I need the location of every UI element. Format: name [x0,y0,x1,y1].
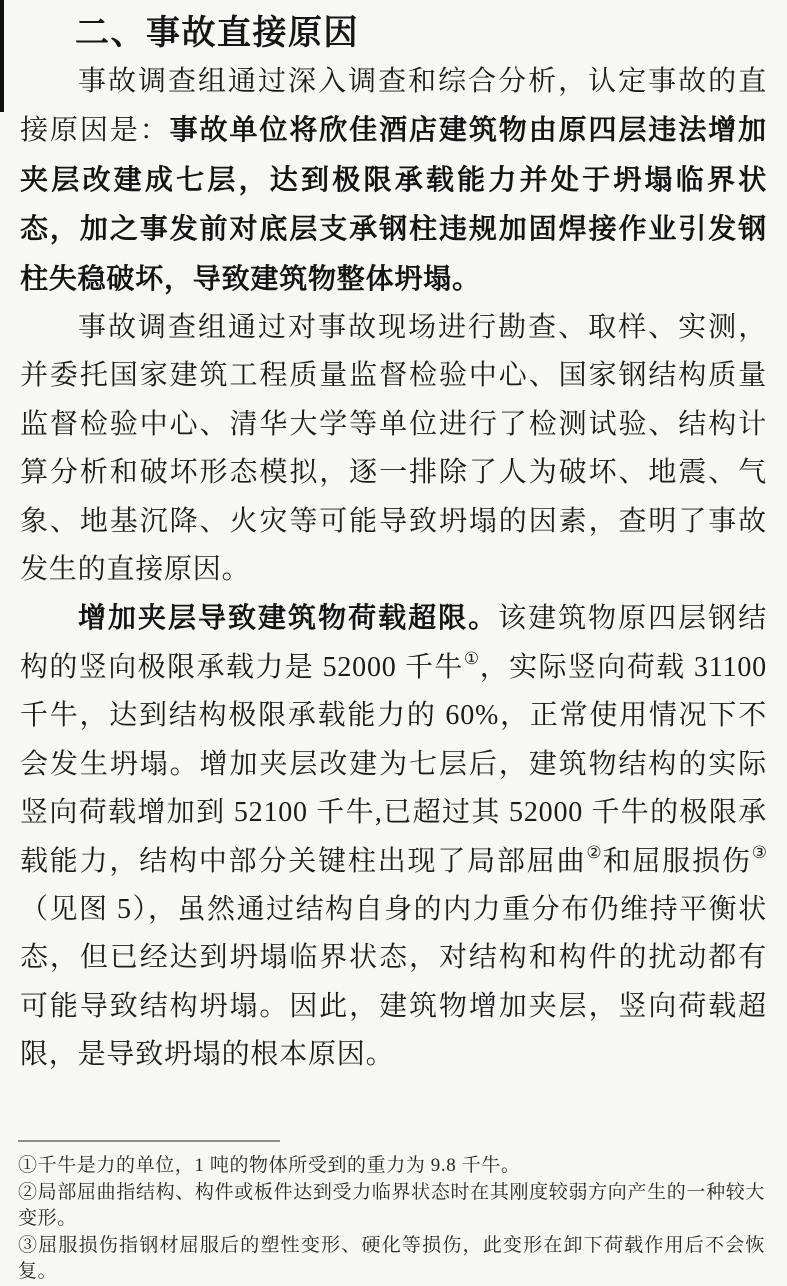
paragraph-direct-cause [0,58,787,304]
footnote-3: ③屈服损伤指钢材屈服后的塑性变形、硬化等损伤，此变形在卸下荷载作用后不会恢复。 [18,1234,765,1282]
paragraph-text: 该建筑物原四层钢结构的竖向极限承载力是 52000 千牛 [20,603,767,683]
footnote-1: ①千牛是力的单位，1 吨的物体所受到的重力为 9.8 千牛。 [18,1155,521,1176]
section-heading: 二、事故直接原因 [75,14,359,52]
paragraph-investigation [0,304,787,594]
footnote-ref-1: ① [463,648,480,668]
paragraph-text: 和屈服损伤 [602,845,752,877]
footnote-separator-rule [18,1140,280,1142]
footnote-2: ②局部屈曲指结构、构件或板件达到受力临界状态时在其刚度较弱方向产生的一种较大变形。 [18,1181,765,1229]
paragraph-lead-emphasis: 增加夹层导致建筑物荷载超限。 [78,602,499,634]
paragraph-text: （见图 5），虽然通过结构自身的内力重分布仍维持平衡状态，但已经达到坍塌临界状态，对结构和构件的扰动都有可能导致结构坍塌。因此，建筑物增加夹层，竖向荷载超限，是导致坍塌的根本原因。 [20,893,767,1071]
paragraph-overload [0,594,787,1079]
footnotes-section [0,1140,787,1286]
paragraph-text: 事故调查组通过对事故现场进行勘查、取样、实测，并委托国家建筑工程质量监督检验中心、国家钢结构质量监督检验中心、清华大学等单位进行了检测试验、结构计算分析和破坏形态模拟，逐一排除了人为破坏、地震、气象、地基沉降、火灾等可能导致坍塌的因素，查明了事故发生的直接原因。 [20,312,767,586]
paragraph-text: ，实际竖向荷载 31100 千牛，达到结构极限承载能力的 60%，正常使用情况下不会发生坍塌。增加夹层改建为七层后，建筑物结构的实际竖向荷载增加到 52100 千牛,已超过其 52000 千牛的极限承载能力，结构中部分关键柱出现了局部屈曲 [20,651,767,877]
scan-artifact-left-edge [0,0,4,112]
footnote-ref-2: ② [586,842,603,862]
paragraph-text-emphasis: 事故单位将欣佳酒店建筑物由原四层违法增加夹层改建成七层，达到极限承载能力并处于坍塌临界状态，加之事发前对底层支承钢柱违规加固焊接作业引发钢柱失稳破坏，导致建筑物整体坍塌。 [20,114,767,294]
paragraph-text: 事故调查组通过深入调查和综合分析，认定事故的直接原因是： [20,66,767,147]
footnote-ref-3: ③ [751,842,767,862]
